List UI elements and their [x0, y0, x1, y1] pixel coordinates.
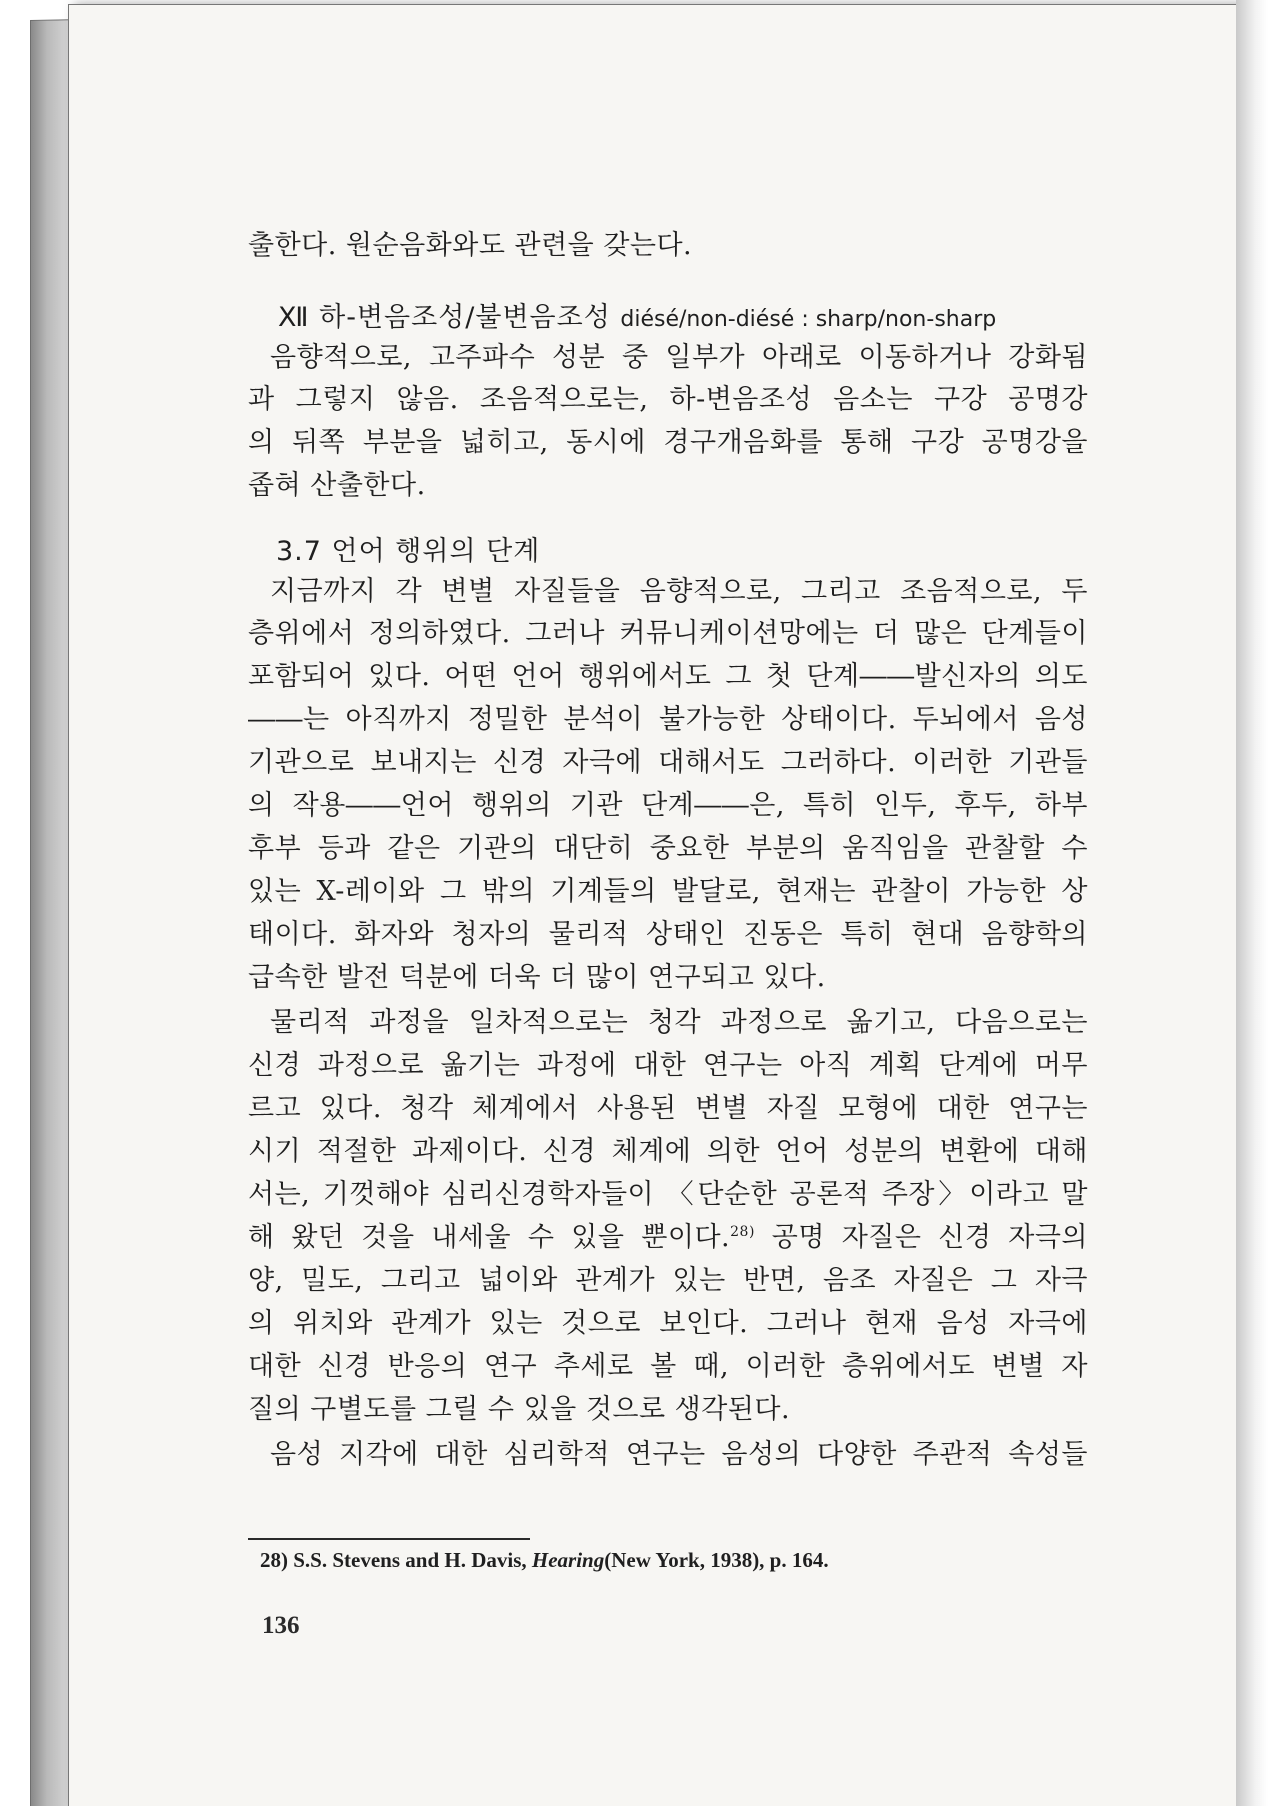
- footnote-title: Hearing: [531, 1548, 605, 1572]
- footnote-divider: [248, 1538, 530, 1540]
- body-line: 질의 구별도를 그릴 수 있을 것으로 생각된다.: [248, 1394, 791, 1425]
- body-line: ――는 아직까지 정밀한 분석이 불가능한 상태이다. 두뇌에서 음성: [248, 704, 1088, 735]
- page-number: 136: [262, 1612, 300, 1639]
- book-spine-edge: [30, 19, 72, 1806]
- body-line: 좁혀 산출한다.: [248, 470, 426, 501]
- body-line: 시기 적절한 과제이다. 신경 체계에 의한 언어 성분의 변환에 대해: [248, 1136, 1088, 1167]
- body-line: 물리적 과정을 일차적으로는 청각 과정으로 옮기고, 다음으로는: [270, 1007, 1088, 1038]
- body-text: 공명 자질은 신경 자극의: [771, 1222, 1088, 1253]
- body-line: 지금까지 각 변별 자질들을 음향적으로, 그리고 조음적으로, 두: [270, 576, 1088, 607]
- body-line: 기관으로 보내지는 신경 자극에 대해서도 그러하다. 이러한 기관들: [248, 747, 1088, 778]
- body-line: 음성 지각에 대한 심리학적 연구는 음성의 다양한 주관적 속성들: [270, 1439, 1088, 1470]
- body-line: 의 위치와 관계가 있는 것으로 보인다. 그러나 현재 음성 자극에: [248, 1308, 1088, 1339]
- body-text: 해 왔던 것을 내세울 수 있을 뿐이다.: [248, 1222, 731, 1253]
- body-line: 신경 과정으로 옮기는 과정에 대한 연구는 아직 계획 단계에 머무: [248, 1050, 1088, 1081]
- body-line: 의 뒤쪽 부분을 넓히고, 동시에 경구개음화를 통해 구강 공명강을: [248, 427, 1088, 458]
- footnote-ref: 28): [730, 1224, 755, 1240]
- body-line: 음향적으로, 고주파수 성분 중 일부가 아래로 이동하거나 강화됨: [270, 342, 1088, 373]
- body-line: 층위에서 정의하였다. 그러나 커뮤니케이션망에는 더 많은 단계들이: [248, 618, 1088, 649]
- footnote-publication: (New York, 1938), p. 164.: [604, 1548, 829, 1572]
- section-xii-numeral: Ⅻ: [278, 302, 310, 333]
- body-line: 급속한 발전 덕분에 더욱 더 많이 연구되고 있다.: [248, 962, 826, 993]
- footnote-author: S.S. Stevens and H. Davis,: [293, 1548, 527, 1572]
- body-line: 포함되어 있다. 어떤 언어 행위에서도 그 첫 단계――발신자의 의도: [248, 661, 1088, 692]
- body-line: 양, 밀도, 그리고 넓이와 관계가 있는 반면, 음조 자질은 그 자극: [248, 1265, 1088, 1296]
- section-xii-terms: diésé/non-diésé : sharp/non-sharp: [620, 307, 997, 332]
- section-3-7-title: 언어 행위의 단계: [331, 536, 541, 567]
- body-line-with-footnote-ref: [248, 1218, 1088, 1258]
- section-xii-title: 하-변음조성/불변음조성: [319, 302, 611, 333]
- body-line: 르고 있다. 청각 체계에서 사용된 변별 자질 모형에 대한 연구는: [248, 1093, 1088, 1124]
- body-line: 과 그렇지 않음. 조음적으로는, 하-변음조성 음소는 구강 공명강: [248, 384, 1088, 415]
- body-line: 대한 신경 반응의 연구 추세로 볼 때, 이러한 층위에서도 변별 자: [248, 1351, 1088, 1382]
- body-line: 후부 등과 같은 기관의 대단히 중요한 부분의 움직임을 관찰할 수: [248, 833, 1088, 864]
- section-3-7-heading: [276, 532, 540, 572]
- footnote: [260, 1548, 829, 1573]
- body-line: 의 작용――언어 행위의 기관 단계――은, 특히 인두, 후두, 하부: [248, 790, 1088, 821]
- footnote-number: 28): [260, 1548, 288, 1572]
- body-line: 출한다. 원순음화와도 관련을 갖는다.: [248, 230, 693, 261]
- body-line: 서는, 기껏해야 심리신경학자들이 〈단순한 공론적 주장〉이라고 말: [248, 1179, 1088, 1210]
- body-line: 태이다. 화자와 청자의 물리적 상태인 진동은 특히 현대 음향학의: [248, 919, 1088, 950]
- section-3-7-number: 3.7: [276, 536, 322, 567]
- page-shadow: [1236, 0, 1268, 1806]
- body-line: 있는 X-레이와 그 밖의 기계들의 발달로, 현재는 관찰이 가능한 상: [248, 876, 1088, 907]
- section-xii-heading: [278, 298, 996, 340]
